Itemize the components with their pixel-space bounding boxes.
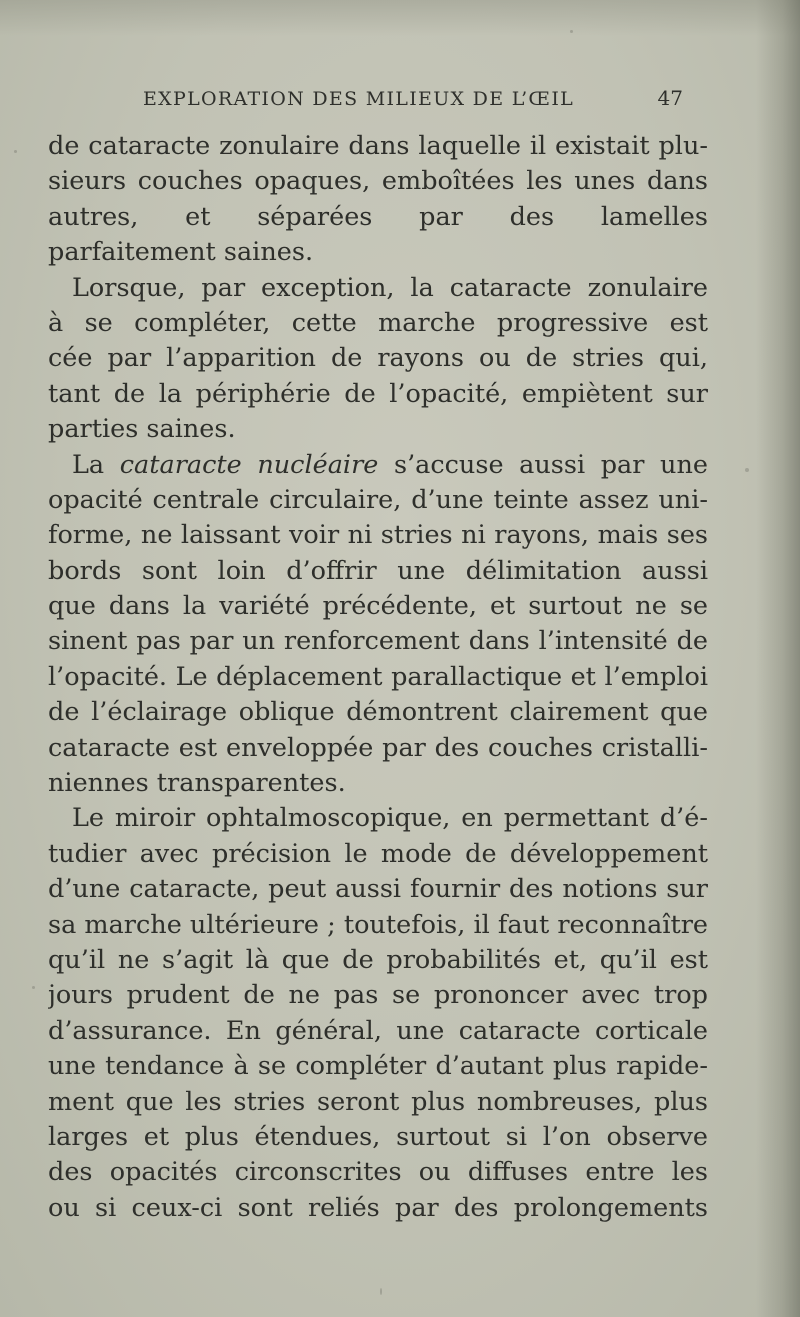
text-line: jours prudent de ne pas se prononcer avec trop (48, 980, 708, 1011)
italic-term: cataracte nucléaire (119, 449, 379, 480)
text-line: tant de la périphérie de l’opacité, empiètent sur (48, 378, 708, 409)
text-line: sinent pas par un renforcement dans l’intensité de (48, 626, 708, 657)
text-line: niennes transparentes. (48, 768, 346, 799)
text-line: l’opacité. Le déplacement parallactique et l’emploi (48, 661, 708, 692)
text-line: Lorsque, par exception, la cataracte zonulaire (72, 272, 708, 303)
text-line: cataracte est enveloppée par des couches cristalli- (48, 732, 708, 763)
text-line: bords sont loin d’offrir une délimitation aussi (48, 555, 708, 586)
text-line: forme, ne laissant voir ni stries ni rayons, mais ses (48, 520, 708, 551)
text-line: que dans la variété précédente, et surtout ne se (48, 591, 708, 622)
page-number: 47 (657, 86, 683, 110)
text-line: sieurs couches opaques, emboîtées les unes dans (48, 166, 708, 197)
text-line: une tendance à se compléter d’autant plus rapide- (48, 1051, 708, 1082)
text-line: des opacités circonscrites ou diffuses entre les (48, 1157, 708, 1188)
paper-speck (32, 986, 35, 989)
text-line: sa marche ultérieure ; toutefois, il faut reconnaître (48, 909, 708, 940)
text-line (48, 448, 708, 483)
paper-speck (380, 1288, 382, 1295)
text-line: qu’il ne s’agit là que de probabilités et, qu’il est (48, 944, 708, 975)
text-line: Le miroir ophtalmoscopique, en permettant d’é- (72, 803, 708, 834)
paragraph-3 (48, 448, 708, 802)
text-line: de l’éclairage oblique démontrent clairement que (48, 697, 708, 728)
text-run: La (72, 449, 120, 480)
body-text (48, 129, 708, 1226)
text-run: s’accuse aussi par une (378, 449, 708, 480)
text-line: d’assurance. En général, une cataracte corticale (48, 1015, 708, 1046)
paper-speck (14, 150, 17, 153)
text-line: d’une cataracte, peut aussi fournir des notions sur (48, 874, 708, 905)
text-line: parties saines. (48, 414, 236, 445)
text-line: tudier avec précision le mode de développement (48, 838, 708, 869)
text-line: à se compléter, cette marche progressive est (48, 307, 708, 338)
text-line: de cataracte zonulaire dans laquelle il existait plu- (48, 131, 708, 161)
text-line: ment que les stries seront plus nombreuses, plus (48, 1086, 708, 1117)
running-head (143, 84, 683, 114)
text-line: opacité centrale circulaire, d’une teinte assez uni- (48, 484, 708, 515)
running-title: EXPLORATION DES MILIEUX DE L’ŒIL (143, 88, 575, 110)
page-edge-shadow (756, 0, 800, 1317)
paper-speck (745, 468, 749, 472)
paper-speck (570, 30, 573, 33)
text-line: parfaitement saines. (48, 237, 314, 268)
paragraph-1 (48, 129, 708, 271)
text-line: ou si ceux-ci sont reliés par des prolongements (48, 1192, 708, 1223)
text-line: cée par l’apparition de rayons ou de stries qui, (48, 343, 708, 374)
page-top-shadow (0, 0, 800, 36)
paragraph-2 (48, 271, 708, 448)
paragraph-4 (48, 801, 708, 1226)
text-line: larges et plus étendues, surtout si l’on observe (48, 1121, 708, 1152)
text-line: autres, et séparées par des lamelles (48, 201, 708, 232)
